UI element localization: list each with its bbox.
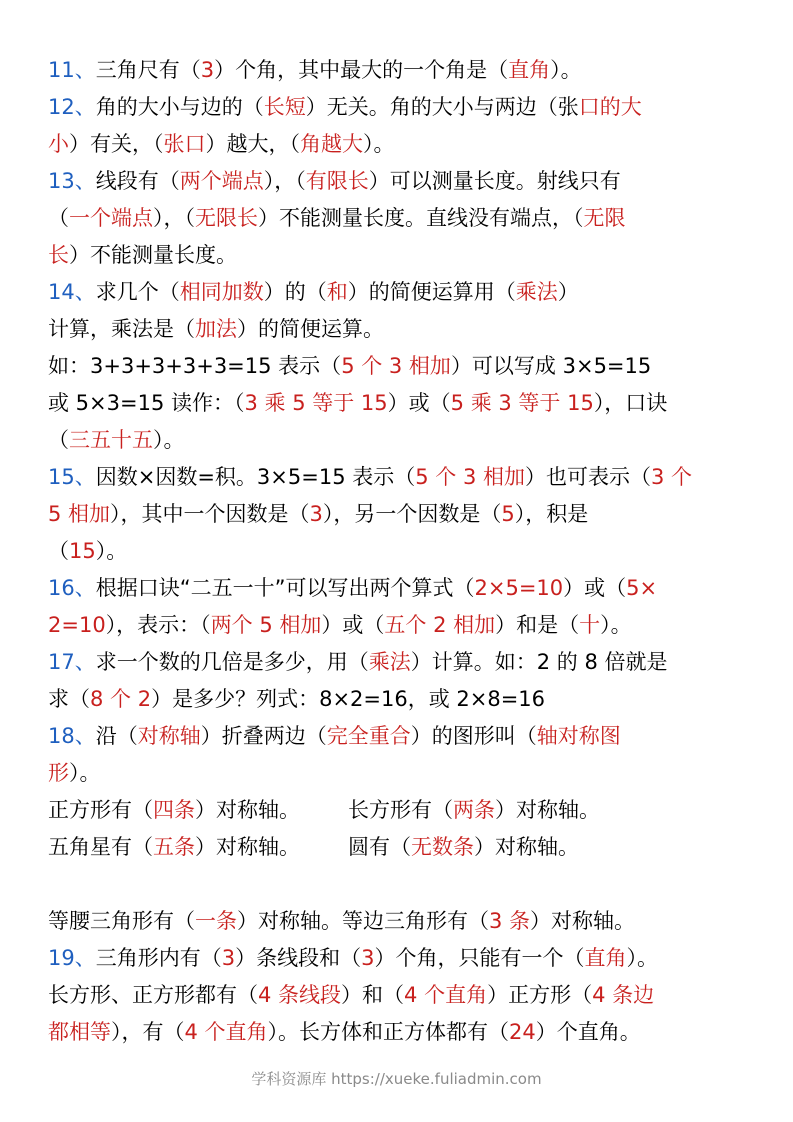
question-text: ）对称轴。	[530, 909, 636, 933]
answer-text: 两个 5 相加	[210, 613, 322, 637]
item-number: 18、	[48, 724, 96, 748]
item-number: 15、	[48, 465, 96, 489]
answer-text: 5 个 3 相加	[341, 354, 451, 378]
answer-text: 3	[361, 946, 375, 970]
question-text: ）。	[363, 132, 395, 156]
question-text: ）无关。角的大小与两边（张	[305, 95, 579, 119]
answer-text: 有限长	[305, 169, 369, 193]
text-line	[48, 533, 758, 570]
answer-text: 2=10	[48, 613, 106, 637]
text-line	[48, 163, 758, 200]
text-line	[48, 237, 758, 274]
text-line	[48, 126, 758, 163]
question-text: ）。	[69, 761, 101, 785]
question-text: ）正方形（	[487, 983, 593, 1007]
question-text: ），其中一个因数是（	[110, 502, 310, 526]
question-text: 求一个数的几倍是多少，用（	[95, 650, 369, 674]
text-line	[48, 385, 758, 422]
question-text: 计算，乘法是（	[48, 317, 195, 341]
question-text: ），（	[153, 206, 195, 230]
question-text: ）个角，只能有一个（	[374, 946, 585, 970]
answer-text: 五条	[153, 835, 195, 859]
text-line	[48, 940, 758, 977]
answer-text: 5×	[626, 576, 658, 600]
question-text: 求几个（	[95, 280, 180, 304]
question-text: ）	[557, 280, 579, 304]
question-text: ）。	[95, 539, 128, 563]
item-number: 14、	[48, 280, 96, 304]
question-text: ），另一个因数是（	[322, 502, 502, 526]
text-line	[48, 496, 758, 533]
answer-text: 对称轴	[137, 724, 201, 748]
question-text: ）的图形叫（	[410, 724, 537, 748]
text-line	[48, 422, 758, 459]
answer-text: 长	[48, 243, 69, 267]
question-text: ）可以测量长度。射线只有	[368, 169, 621, 193]
answer-text: 24	[509, 1020, 536, 1044]
answer-text: 无限	[583, 206, 626, 230]
question-text: ）或（	[321, 613, 385, 637]
question-text: ），表示：（	[105, 613, 211, 637]
question-text: （	[48, 206, 69, 230]
question-text: ）的简便运算。	[237, 317, 384, 341]
answer-text: 形	[48, 761, 69, 785]
text-line	[48, 644, 758, 681]
question-text: ）个角，其中最大的一个角是（	[214, 58, 509, 82]
question-text: ）对称轴。	[195, 835, 300, 859]
answer-text: 角越大	[300, 132, 363, 156]
answer-text: 一个端点	[69, 206, 153, 230]
text-line	[48, 311, 758, 348]
footer-watermark: 学科资源库 https://xueke.fuliadmin.com	[251, 1070, 542, 1088]
text-line	[48, 89, 758, 126]
question-text: 长方形、正方形都有（	[48, 983, 258, 1007]
answer-text: 一条	[195, 909, 237, 933]
answer-text: 5 个 3 相加	[415, 465, 525, 489]
question-text: ）可以写成 3×5=15	[450, 354, 652, 378]
text-line	[48, 755, 758, 792]
answer-text: 4 条线段	[258, 983, 342, 1007]
answer-text: 无限长	[195, 206, 258, 230]
answer-text: 加法	[195, 317, 237, 341]
question-text: ）或（	[387, 391, 451, 415]
text-line	[48, 681, 758, 718]
answer-text: 无数条	[411, 835, 474, 859]
answer-text: 轴对称图	[536, 724, 621, 748]
answer-text: 两个端点	[179, 169, 264, 193]
question-text: ）的简便运算用（	[347, 280, 516, 304]
answer-text: 五个 2 相加	[384, 613, 496, 637]
text-line	[48, 348, 758, 385]
answer-text: 相同加数	[179, 280, 264, 304]
answer-text: 4 个直角	[184, 1020, 268, 1044]
answer-text: 3 乘 5 等于 15	[244, 391, 388, 415]
text-line	[48, 718, 758, 755]
question-text: ）。	[626, 946, 658, 970]
text-line	[48, 792, 758, 829]
question-text: ）对称轴。等边三角形有（	[237, 909, 489, 933]
text-line	[48, 200, 758, 237]
question-text: 圆有（	[348, 835, 411, 859]
question-text: 因数×因数=积。3×5=15 表示（	[95, 465, 416, 489]
answer-text: 2×5=10	[474, 576, 564, 600]
question-text: 三角尺有（	[95, 58, 201, 82]
answer-text: 张口	[163, 132, 206, 156]
question-text: ）计算。如：2 的 8 倍就是	[410, 650, 668, 674]
answer-text: 两条	[453, 798, 495, 822]
document-body	[48, 52, 758, 1051]
item-number: 17、	[48, 650, 96, 674]
text-line	[48, 607, 758, 644]
question-text: ）或（	[563, 576, 627, 600]
text-line	[48, 1014, 758, 1051]
question-text: 等腰三角形有（	[48, 909, 195, 933]
question-text: ）和是（	[495, 613, 580, 637]
question-text: ）。	[600, 613, 632, 637]
text-line	[48, 829, 758, 866]
blank-line	[48, 866, 758, 903]
answer-text: 3	[200, 58, 215, 82]
answer-text: 直角	[584, 946, 627, 970]
question-text: ），积是	[514, 502, 589, 526]
question-text: ）。长方体和正方体都有（	[267, 1020, 510, 1044]
question-text: ）。	[550, 58, 582, 82]
answer-text: 4 条边	[592, 983, 655, 1007]
question-text: ）越大，（	[205, 132, 300, 156]
question-text: 或 5×3=15 读作：（	[48, 391, 245, 415]
answer-text: 完全重合	[326, 724, 411, 748]
answer-text: 口的大	[578, 95, 642, 119]
question-text: ）不能测量长度。	[69, 243, 237, 267]
question-text: 五角星有（	[48, 835, 153, 859]
question-text: 求（	[48, 687, 90, 711]
question-text: ）条线段和（	[235, 946, 362, 970]
question-text: ）对称轴。	[495, 798, 600, 822]
question-text: 正方形有（	[48, 798, 153, 822]
answer-text: 3	[221, 946, 236, 970]
text-line	[48, 570, 758, 607]
answer-text: 都相等	[48, 1020, 111, 1044]
answer-text: 四条	[153, 798, 195, 822]
question-text: ）有关，（	[69, 132, 164, 156]
text-line	[48, 977, 758, 1014]
item-number: 16、	[48, 576, 96, 600]
question-text: （	[48, 539, 69, 563]
question-text: ）对称轴。	[195, 798, 300, 822]
answer-text: 三五十五	[69, 428, 153, 452]
question-text: ）个直角。	[535, 1020, 641, 1044]
question-text: 三角形内有（	[95, 946, 222, 970]
answer-text: 5	[501, 502, 515, 526]
answer-text: 8 个 2	[90, 687, 152, 711]
question-text: ），（	[263, 169, 306, 193]
item-number: 11、	[48, 58, 96, 82]
answer-text: 15	[69, 539, 96, 563]
item-number: 19、	[48, 946, 96, 970]
question-text: （	[48, 428, 69, 452]
answer-text: 5 相加	[48, 502, 111, 526]
answer-text: 4 个直角	[404, 983, 488, 1007]
question-text: ）是多少？列式：8×2=16，或 2×8=16	[151, 687, 546, 711]
question-text: ）的（	[263, 280, 327, 304]
question-text: ），有（	[111, 1020, 185, 1044]
answer-text: 和	[326, 280, 348, 304]
answer-text: 5 乘 3 等于 15	[450, 391, 594, 415]
question-text: 沿（	[95, 724, 138, 748]
question-text: 线段有（	[95, 169, 180, 193]
question-text: 角的大小与边的（	[95, 95, 264, 119]
question-text: 长方形有（	[348, 798, 453, 822]
question-text: ）对称轴。	[474, 835, 579, 859]
item-number: 12、	[48, 95, 96, 119]
question-text: ）。	[153, 428, 185, 452]
question-text: ）也可表示（	[525, 465, 651, 489]
answer-text: 小	[48, 132, 69, 156]
question-text: ）和（	[341, 983, 405, 1007]
question-text: 如：3+3+3+3+3=15 表示（	[48, 354, 342, 378]
answer-text: 3 条	[489, 909, 531, 933]
answer-text: 长短	[263, 95, 306, 119]
item-number: 13、	[48, 169, 96, 193]
question-text: ）折叠两边（	[200, 724, 327, 748]
text-line	[48, 274, 758, 311]
text-line	[48, 52, 758, 89]
answer-text: 3 个	[651, 465, 693, 489]
question-text: ），口诀	[593, 391, 668, 415]
answer-text: 直角	[508, 58, 551, 82]
question-text: 根据口诀“二五一十”可以写出两个算式（	[95, 576, 475, 600]
answer-text: 3	[309, 502, 323, 526]
answer-text: 十	[579, 613, 601, 637]
question-text: ）不能测量长度。直线没有端点，（	[258, 206, 584, 230]
answer-text: 乘法	[368, 650, 411, 674]
text-line	[48, 459, 758, 496]
text-line	[48, 903, 758, 940]
answer-text: 乘法	[515, 280, 558, 304]
